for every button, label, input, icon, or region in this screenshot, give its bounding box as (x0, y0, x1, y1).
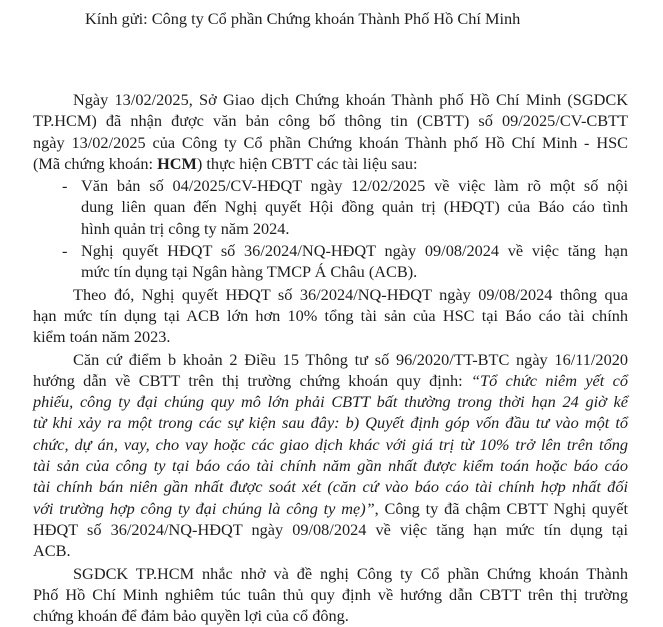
paragraph-notice (33, 89, 628, 174)
text-line: Căn cứ điểm b khoản 2 Điều 15 Thông tư số 96/2020/TT-BTC ngày 16/11/2020 (73, 349, 628, 369)
quote-line: phiếu, công ty đại chúng quy mô lớn phải CBTT bất thường trong thời hạn 24 giờ kể (33, 392, 628, 412)
text-line: ACB. (33, 541, 71, 561)
ticker-code: HCM (157, 153, 197, 173)
list-item (33, 175, 628, 239)
quote-line: từ khi xảy ra một trong các sự kiện sau đây: b) Quyết định góp vốn đầu tư vào một tổ (33, 413, 628, 433)
quote-line: chức, dự án, vay, cho vay hoặc các giao dịch khác với giá trị từ 10% trở lên trên tổng (33, 434, 628, 454)
text-line: HĐQT số 36/2024/NQ-HĐQT ngày 09/08/2024 về việc tăng hạn mức tín dụng tại (33, 519, 628, 539)
text-line (33, 370, 628, 391)
text-span: , Công ty đã chậm CBTT Nghị quyết (374, 498, 628, 518)
text-line: TP.HCM) đã nhận được văn bản công bố thông tin (CBTT) số 09/2025/CV-CBTT (33, 111, 628, 131)
quote-span: với trường hợp công ty đại chúng là công ty mẹ)” (33, 498, 375, 518)
text-line: hình quản trị công ty năm 2024. (81, 218, 290, 238)
text-line: dung liên quan đến Nghị quyết Hội đồng quản trị (HĐQT) của Báo cáo tình (81, 197, 628, 217)
paragraph-resolution (33, 284, 628, 348)
document-body (33, 89, 628, 627)
quote-line: tài sản của công ty tại báo cáo tài chính năm gần nhất được kiểm toán hoặc báo cáo (33, 456, 628, 476)
text-line: Theo đó, Nghị quyết HĐQT số 36/2024/NQ-HĐQT ngày 09/08/2024 thông qua (73, 284, 628, 304)
salutation: Kính gửi: Công ty Cổ phần Chứng khoán Thành Phố Hồ Chí Minh (85, 9, 521, 28)
text-line: hạn mức tín dụng tại ACB lớn hơn 10% tổng tài sản của HSC tại Báo cáo tài chính (33, 305, 628, 325)
text-span: ) thực hiện CBTT các tài liệu sau: (196, 153, 418, 173)
text-span: hướng dẫn về CBTT trên thị trường chứng khoán quy định: (33, 370, 471, 390)
paragraph-regulation (33, 349, 628, 562)
text-line (33, 153, 628, 174)
list-item (33, 240, 628, 283)
text-line: Nghị quyết HĐQT số 36/2024/NQ-HĐQT ngày 09/08/2024 về việc tăng hạn (81, 241, 628, 261)
text-line: kiểm toán năm 2023. (33, 327, 171, 347)
text-line: chứng khoán để đảm bảo quyền lợi của cổ đông. (33, 606, 349, 626)
text-line: Phố Hồ Chí Minh nghiêm túc tuân thủ quy định về hướng dẫn CBTT trên thị trường (33, 584, 628, 604)
quote-line: tài chính bán niên gần nhất được soát xét (căn cứ vào báo cáo tài chính hợp nhất đối (33, 477, 628, 497)
text-span: (Mã chứng khoán: (33, 153, 158, 173)
text-line: Văn bản số 04/2025/CV-HĐQT ngày 12/02/2025 về việc làm rõ một số nội (81, 176, 628, 196)
text-line: SGDCK TP.HCM nhắc nhở và đề nghị Công ty Cổ phần Chứng khoán Thành (73, 563, 628, 583)
paragraph-reminder (33, 563, 628, 627)
bullet-dash: - (62, 176, 68, 196)
text-line: ngày 13/02/2025 của Công ty Cổ phần Chứng khoán Thành phố Hồ Chí Minh - HSC (33, 132, 628, 152)
quote-span: “Tổ chức niêm yết cổ (470, 370, 628, 390)
bullet-dash: - (62, 241, 68, 261)
text-line: Ngày 13/02/2025, Sở Giao dịch Chứng khoán Thành phố Hồ Chí Minh (SGDCK (73, 90, 628, 109)
text-line (33, 498, 628, 519)
text-line: mức tín dụng tại Ngân hàng TMCP Á Châu (ACB). (81, 262, 418, 282)
